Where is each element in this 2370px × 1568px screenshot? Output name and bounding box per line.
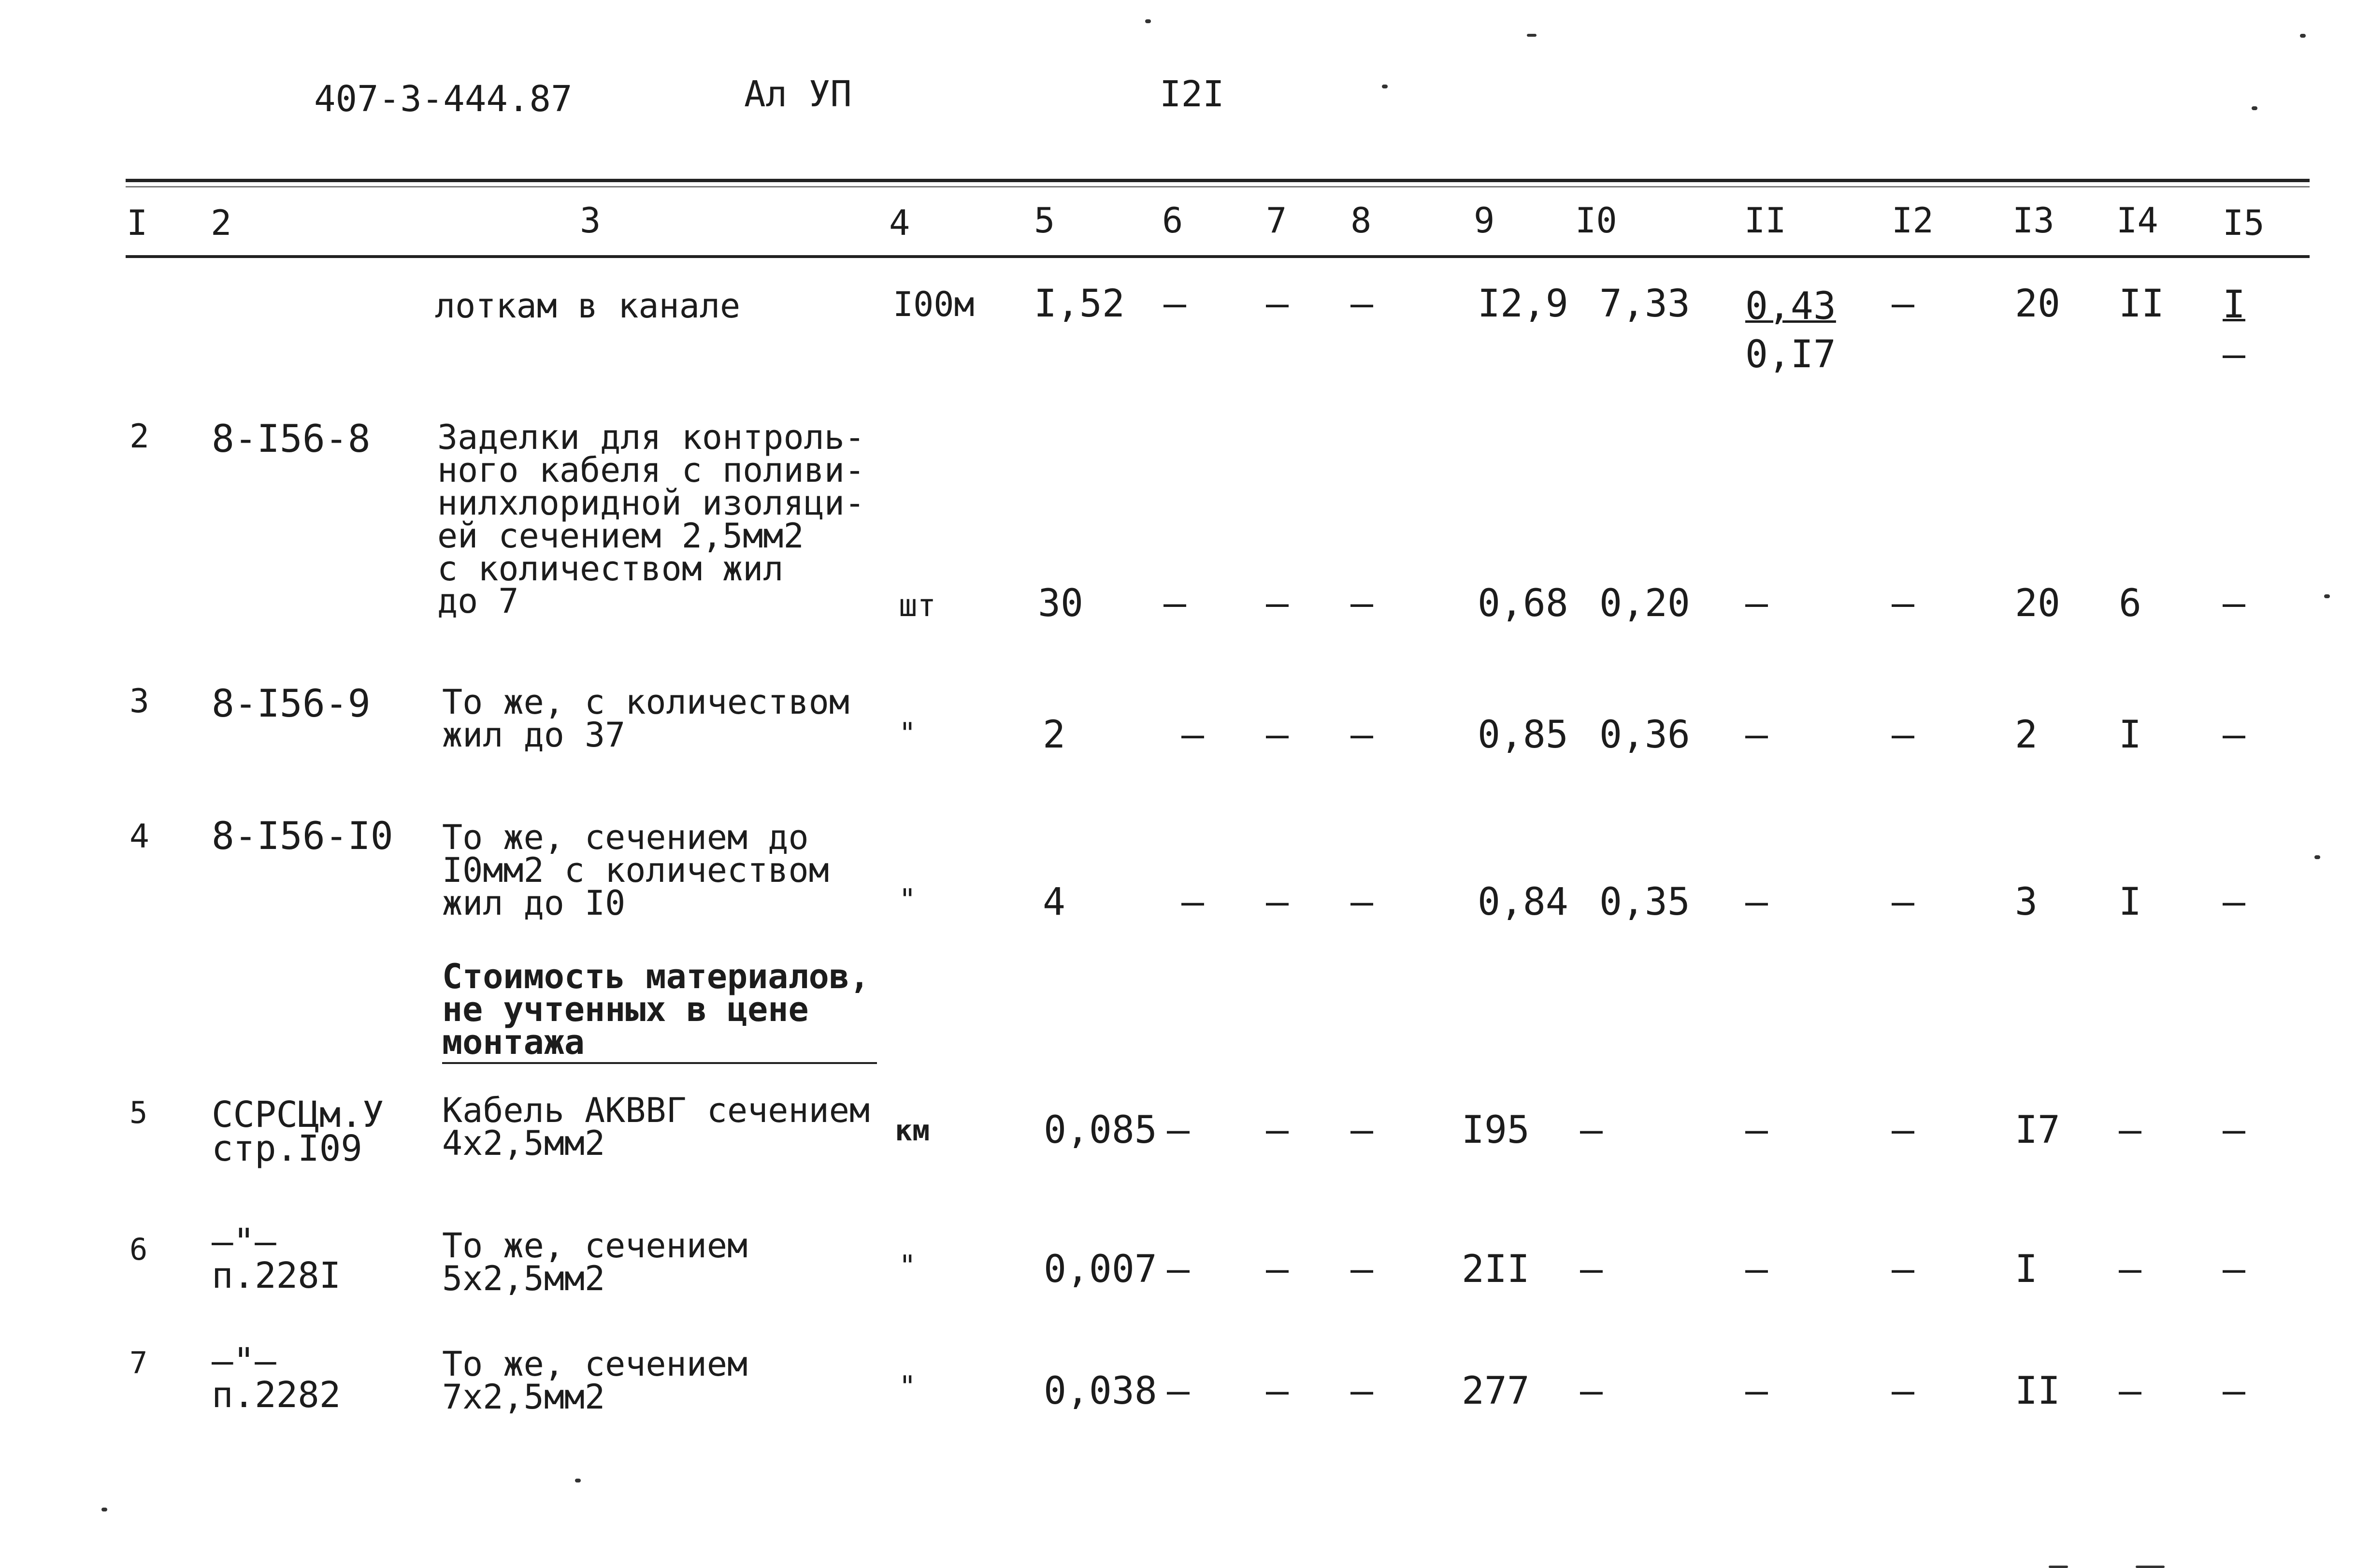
cell-c7: – [1266,880,1289,924]
cell-code: –"– п.2282 [212,1340,341,1416]
cell-c11: – [1745,1248,1768,1291]
cell-code: 8-I56-9 [212,682,371,726]
cell-c15: – [2223,1248,2245,1291]
cell-c14: II [2119,282,2164,326]
cell-c5: 30 [1038,582,1083,625]
cell-c10: – [1580,1369,1603,1413]
cell-code: 8-I56-I0 [212,815,393,858]
cell-unit: " [899,1249,917,1283]
scan-speck [2314,855,2320,859]
cell-name: лоткам в канале [435,286,741,326]
cell-c7: – [1266,582,1289,625]
cell-c6: – [1167,1248,1190,1291]
cell-c15: – [2223,1108,2245,1152]
cell-c6: – [1181,880,1204,924]
cell-name: То же, с количеством жил до 37 [442,682,849,755]
cell-c11-denominator: 0,I7 [1745,333,1836,376]
cell-c7: – [1266,1369,1289,1413]
cell-c7: – [1266,1248,1289,1291]
cell-c9: 277 [1462,1369,1530,1413]
cell-c11: – [1745,582,1768,625]
cell-c8: – [1350,880,1373,924]
cell-c12: – [1892,1108,1914,1152]
cell-c15: – [2223,713,2245,757]
cell-c9: 0,85 [1478,713,1568,757]
cell-c15-denominator: – [2223,333,2245,376]
cell-c13: 2 [2015,713,2038,757]
cell-c14: – [2119,1248,2141,1291]
cell-c11: – [1745,1369,1768,1413]
cell-c13: 3 [2015,880,2038,924]
scan-speck [1382,85,1388,88]
cell-unit: км [895,1114,930,1148]
cell-c7: – [1266,282,1289,326]
scan-speck [1527,34,1537,37]
column-number: 6 [1162,200,1183,241]
cell-number: 3 [129,682,149,720]
scan-speck [101,1508,107,1511]
cell-c8: – [1350,1369,1373,1413]
cell-c5: 0,038 [1044,1369,1157,1413]
cell-c5: 0,085 [1044,1108,1157,1152]
section-underline [442,1062,877,1064]
column-number: I5 [2223,202,2265,243]
cell-c8: – [1350,713,1373,757]
cell-c6: – [1167,1369,1190,1413]
cell-c13: 20 [2015,582,2060,625]
album-label: Ал УП [744,73,852,115]
cell-c11: – [1745,880,1768,924]
cell-number: 7 [129,1345,148,1381]
page-number: I2I [1160,73,1224,115]
cell-c5: 4 [1043,880,1065,924]
column-number: 3 [580,200,601,241]
cell-c11: – [1745,1108,1768,1152]
scan-speck [2324,594,2330,598]
cell-c13: II [2015,1369,2060,1413]
cell-c13: I7 [2015,1108,2060,1152]
cell-unit: " [899,883,917,917]
column-number: 7 [1266,200,1287,241]
cell-number: 2 [129,417,149,456]
cell-c10: 7,33 [1599,282,1690,326]
cell-c14: – [2119,1108,2141,1152]
doc-number: 407-3-444.87 [314,78,573,120]
cell-c10: 0,36 [1599,713,1690,757]
cell-c15-numerator: I [2223,283,2245,327]
cell-name: То же, сечением 7х2,5мм2 [442,1344,748,1417]
cell-c11-numerator: 0,43 [1745,285,1836,328]
cell-c15: – [2223,582,2245,625]
cell-c14: I [2119,713,2141,757]
cell-c8: – [1350,1108,1373,1152]
cell-c11: – [1745,713,1768,757]
column-number-rule [126,255,2310,258]
cell-c6: – [1181,713,1204,757]
cell-c9: I95 [1462,1108,1530,1152]
cell-number: 5 [129,1095,148,1130]
cell-c8: – [1350,1248,1373,1291]
cell-code: –"– п.228I [212,1221,341,1297]
cell-c13: 20 [2015,282,2060,326]
table-top-rule-2 [126,186,2310,187]
cell-number: 6 [129,1232,148,1267]
cell-c5: 2 [1043,713,1065,757]
cell-c15: – [2223,1369,2245,1413]
column-number: I2 [1892,200,1934,241]
column-number: 8 [1350,200,1372,241]
cell-c12: – [1892,880,1914,924]
cell-c6: – [1163,582,1186,625]
cell-c9: 2II [1462,1248,1530,1291]
scan-speck [2136,1566,2165,1568]
cell-c9: I2,9 [1478,282,1568,326]
cell-c8: – [1350,282,1373,326]
cell-name: Кабель АКВВГ сечением 4х2,5мм2 [442,1091,870,1163]
scan-speck [2252,106,2257,110]
cell-c5: 0,007 [1044,1248,1157,1291]
cell-c9: 0,84 [1478,880,1568,924]
cell-c14: – [2119,1369,2141,1413]
column-number: 2 [211,202,232,243]
cell-c10: – [1580,1108,1603,1152]
cell-c15: – [2223,880,2245,924]
cell-c5: I,52 [1034,282,1125,326]
cell-c14: 6 [2119,582,2141,625]
column-number: I0 [1575,200,1617,241]
column-number: II [1744,200,1786,241]
cell-c12: – [1892,582,1914,625]
cell-c12: – [1892,713,1914,757]
column-number: I4 [2116,200,2158,241]
cell-unit: " [899,1370,917,1404]
cell-c8: – [1350,582,1373,625]
cell-unit: I00м [893,285,975,324]
cell-c10: 0,20 [1599,582,1690,625]
cell-c12: – [1892,282,1914,326]
cell-c13: I [2015,1248,2038,1291]
column-number: 9 [1474,200,1495,241]
table-top-rule [126,179,2310,182]
column-number: 4 [889,202,910,243]
column-number: 5 [1034,200,1055,241]
cell-unit: " [899,717,917,750]
cell-code: 8-I56-8 [212,417,371,461]
cell-c12: – [1892,1369,1914,1413]
column-number: I [127,202,148,243]
cell-unit: шт [899,588,936,624]
scan-speck [2049,1566,2068,1568]
section-heading: Стоимость материалов, не учтенных в цене монтажа [442,957,870,1062]
cell-name: То же, сечением до I0мм2 с количеством жил до I0 [442,818,829,923]
cell-c9: 0,68 [1478,582,1568,625]
cell-c10: 0,35 [1599,880,1690,924]
scan-speck [2300,34,2306,38]
cell-c6: – [1163,282,1186,326]
cell-c12: – [1892,1248,1914,1291]
cell-code: ССРСЦм.У стр.I09 [212,1094,384,1170]
scan-speck [575,1479,581,1482]
cell-number: 4 [129,818,149,856]
scan-speck [1145,19,1151,23]
cell-c7: – [1266,713,1289,757]
cell-c6: – [1167,1108,1190,1152]
cell-c14: I [2119,880,2141,924]
cell-name: То же, сечением 5х2,5мм2 [442,1226,748,1298]
cell-name: Заделки для контроль- ного кабеля с поливи- нилхлоридной изоляци- ей сечением 2,5мм2 с количеством жил до 7 [437,417,865,621]
column-number: I3 [2012,200,2054,241]
cell-c7: – [1266,1108,1289,1152]
cell-c10: – [1580,1248,1603,1291]
